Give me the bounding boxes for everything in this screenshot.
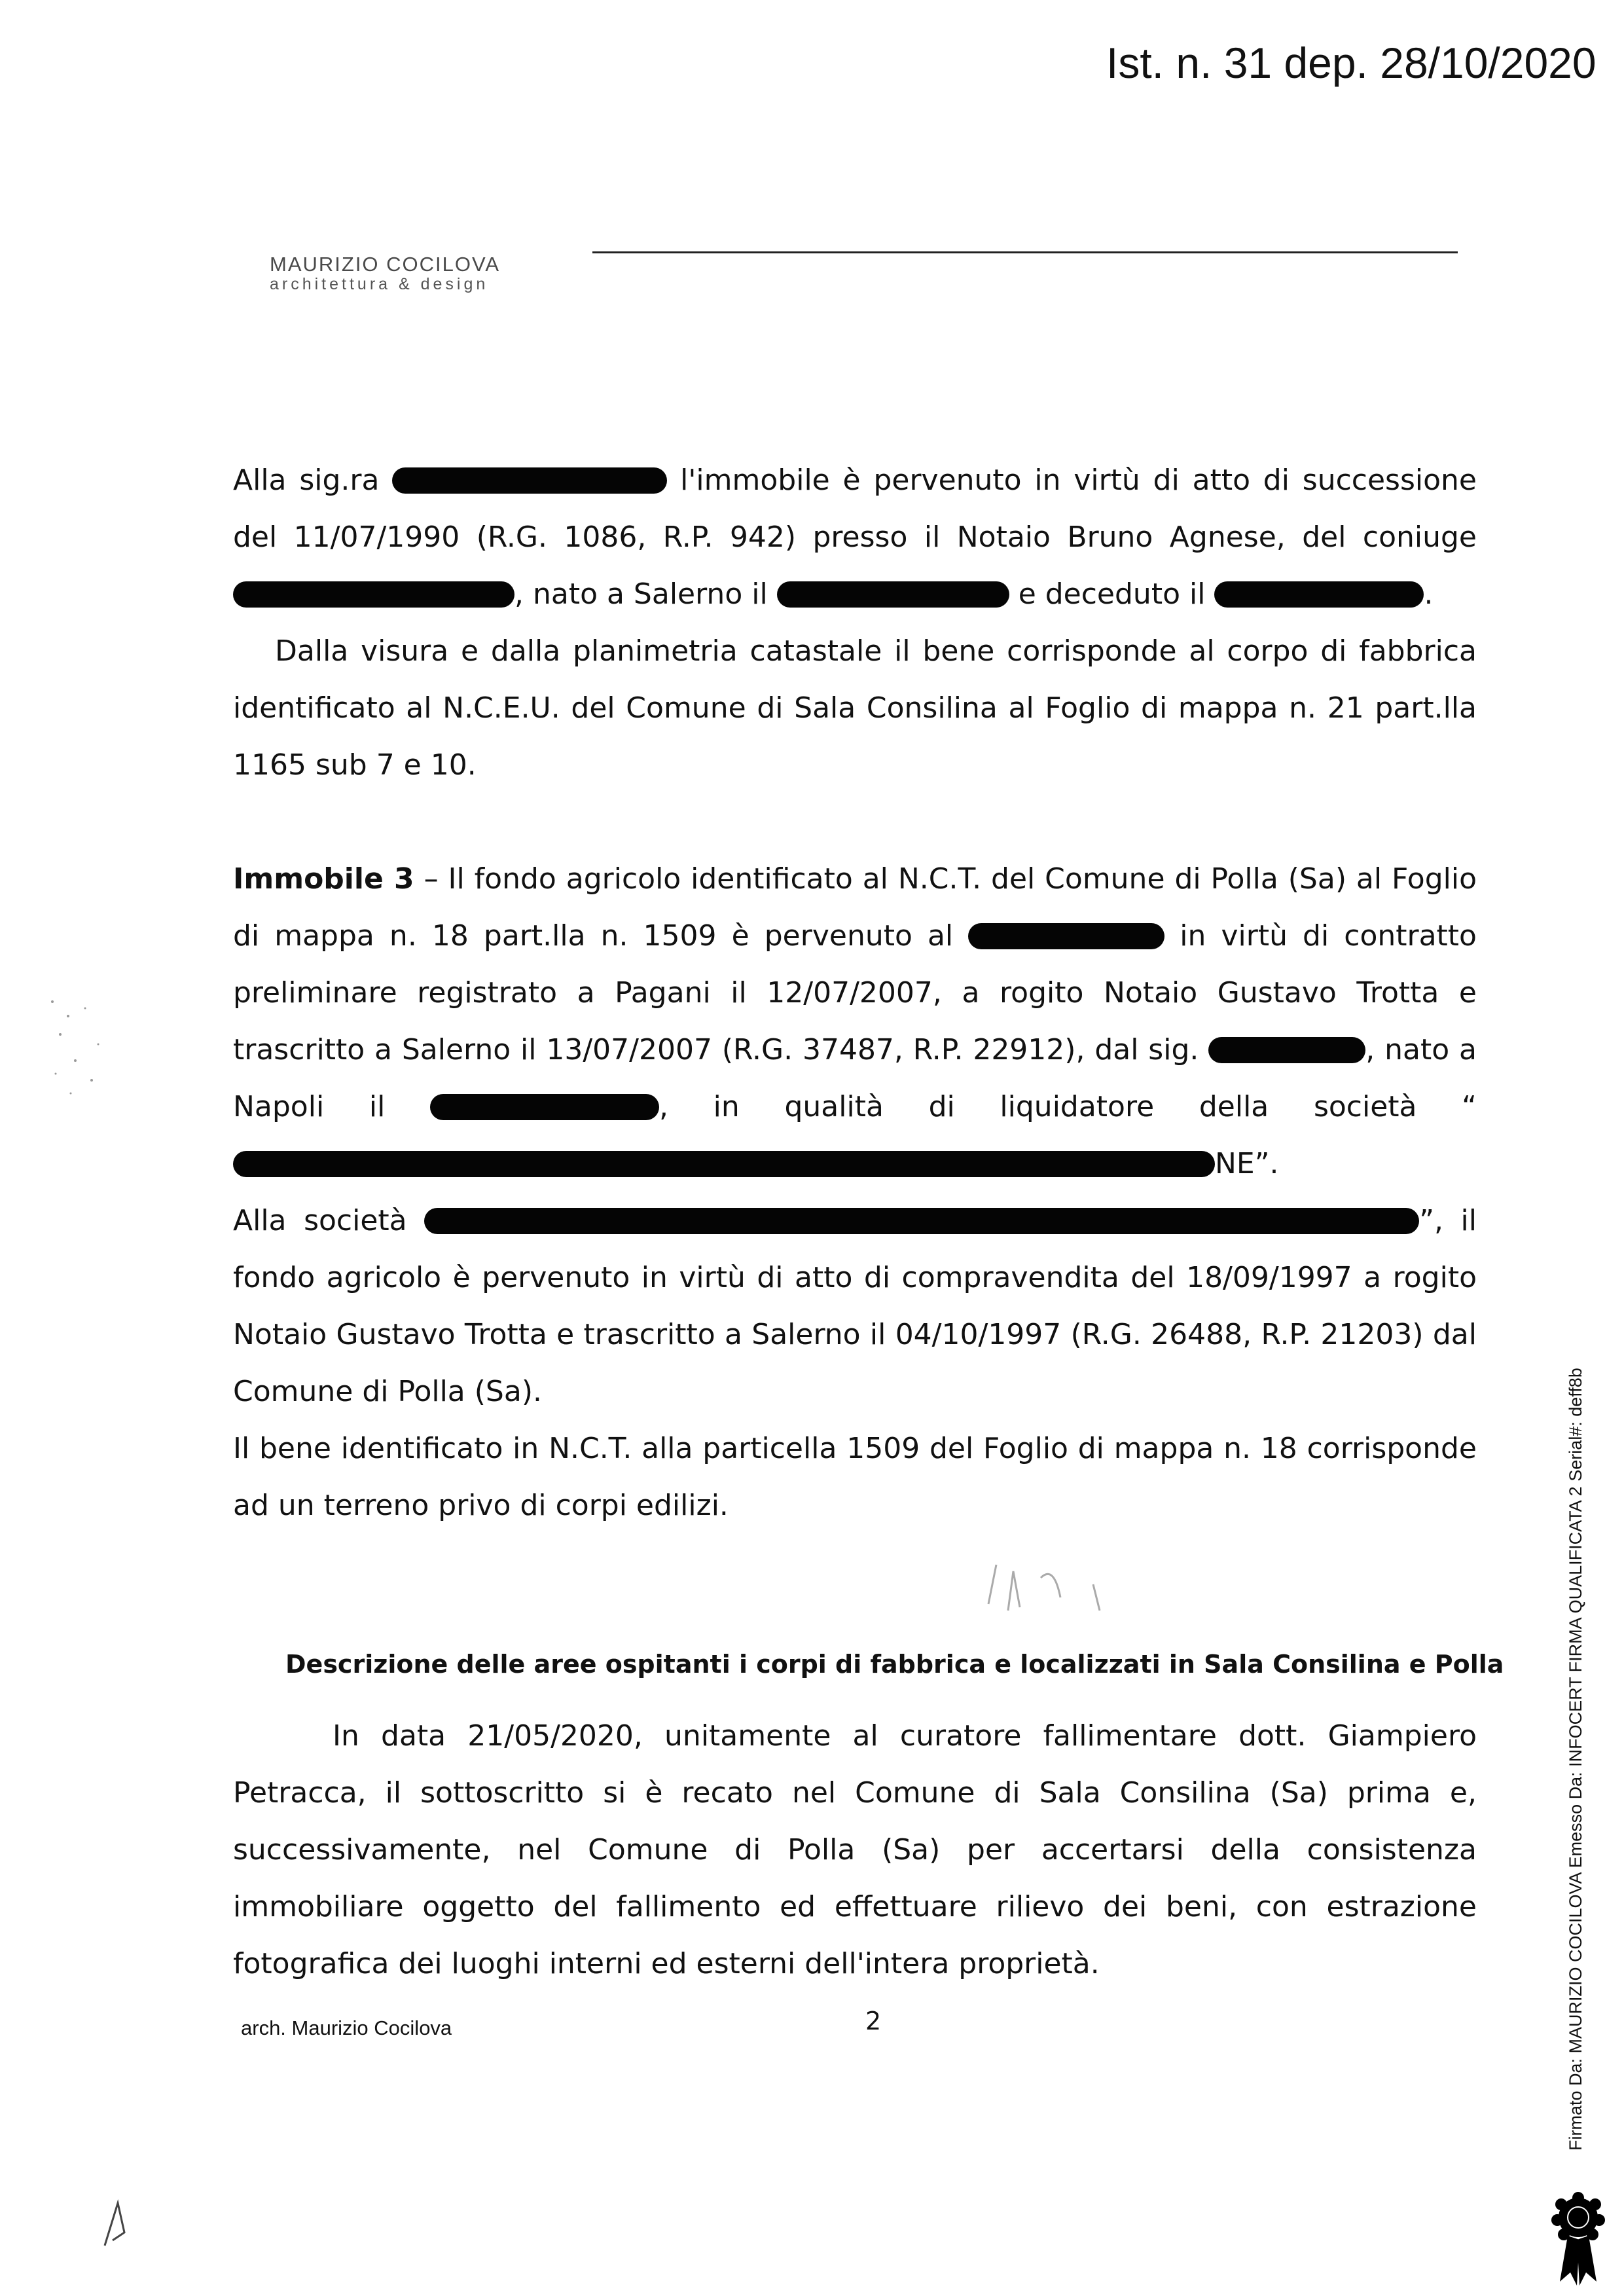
- pen-mark: [98, 2193, 137, 2252]
- filing-header: Ist. n. 31 dep. 28/10/2020: [1106, 39, 1597, 87]
- paragraph-immobile-3: Immobile 3 – Il fondo agricolo identificato al N.C.T. del Comune di Polla (Sa) al Foglio di mappa n. 18 part.lla n. 1509 è pervenuto al in virtù di contratto preliminare registrato a Pagani il 12/07/2007, a rogito Notaio Gustavo Trotta e trascritto a Salerno il 13/07/2007 (R.G. 37487, R.P. 22912), dal sig. , nato a Napoli il , in qualità di liquidatore della società “NE”.: [233, 862, 1477, 1180]
- immobile-3-label: Immobile 3: [233, 862, 414, 896]
- paragraph-cadastral: Dalla visura e dalla planimetria catastale il bene corrisponde al corpo di fabbrica identificato al N.C.E.U. del Comune di Sala Consilina al Foglio di mappa n. 21 part.lla 1165 sub 7 e 10.: [233, 634, 1477, 782]
- logo-subtitle: architettura & design: [270, 274, 489, 293]
- redaction-bar: [424, 1208, 1419, 1234]
- document-body-description: [233, 1707, 1477, 1992]
- redaction-bar: [233, 581, 514, 608]
- paragraph-succession: Alla sig.ra l'immobile è pervenuto in virtù di atto di successione del 11/07/1990 (R.G. 1086, R.P. 942) presso il Notaio Bruno Agnese, del coniuge , nato a Salerno il e deceduto il .: [233, 464, 1477, 611]
- studio-logo: [270, 254, 500, 293]
- redaction-bar: [1208, 1037, 1365, 1063]
- seal-icon: [1548, 2190, 1608, 2288]
- paragraph-company: Alla società ”, il fondo agricolo è pervenuto in virtù di atto di compravendita del 18/09/1997 a rogito Notaio Gustavo Trotta e trascritto a Salerno il 04/10/1997 (R.G. 26488, R.P. 21203) dal Comune di Polla (Sa).: [233, 1204, 1477, 1408]
- redaction-bar: [1214, 581, 1424, 608]
- paragraph-inspection: In data 21/05/2020, unitamente al curatore fallimentare dott. Giampiero Petracca, il sottoscritto si è recato nel Comune di Sala Consilina (Sa) prima e, successivamente, nel Comune di Polla (Sa) per accertarsi della consistenza immobiliare oggetto del fallimento ed effettuare rilievo dei beni, con estrazione fotografica dei luoghi interni ed esterni dell'intera proprietà.: [233, 1719, 1477, 1980]
- section-title: Descrizione delle aree ospitanti i corpi di fabbrica e localizzati in Sala Consilina e Polla: [285, 1650, 1504, 1679]
- paragraph-terrain: Il bene identificato in N.C.T. alla particella 1509 del Foglio di mappa n. 18 corrisponde ad un terreno privo di corpi edilizi.: [233, 1432, 1477, 1522]
- logo-name: MAURIZIO COCILOVA: [270, 253, 501, 276]
- redaction-bar: [392, 467, 667, 494]
- redaction-bar: [777, 581, 1009, 608]
- footer-author: arch. Maurizio Cocilova: [241, 2016, 452, 2039]
- document-body: [233, 452, 1477, 1534]
- pen-scribble: [982, 1552, 1178, 1624]
- redaction-bar: [430, 1094, 659, 1120]
- redaction-bar: [968, 923, 1164, 949]
- spacer: [233, 793, 1477, 850]
- digital-signature-note: Firmato Da: MAURIZIO COCILOVA Emesso Da: INFOCERT FIRMA QUALIFICATA 2 Serial#: deff8b: [1566, 1368, 1585, 2151]
- page-number: 2: [865, 2007, 882, 2035]
- scan-noise: [39, 982, 118, 1113]
- redaction-bar: [233, 1151, 1215, 1177]
- header-rule: [592, 251, 1458, 253]
